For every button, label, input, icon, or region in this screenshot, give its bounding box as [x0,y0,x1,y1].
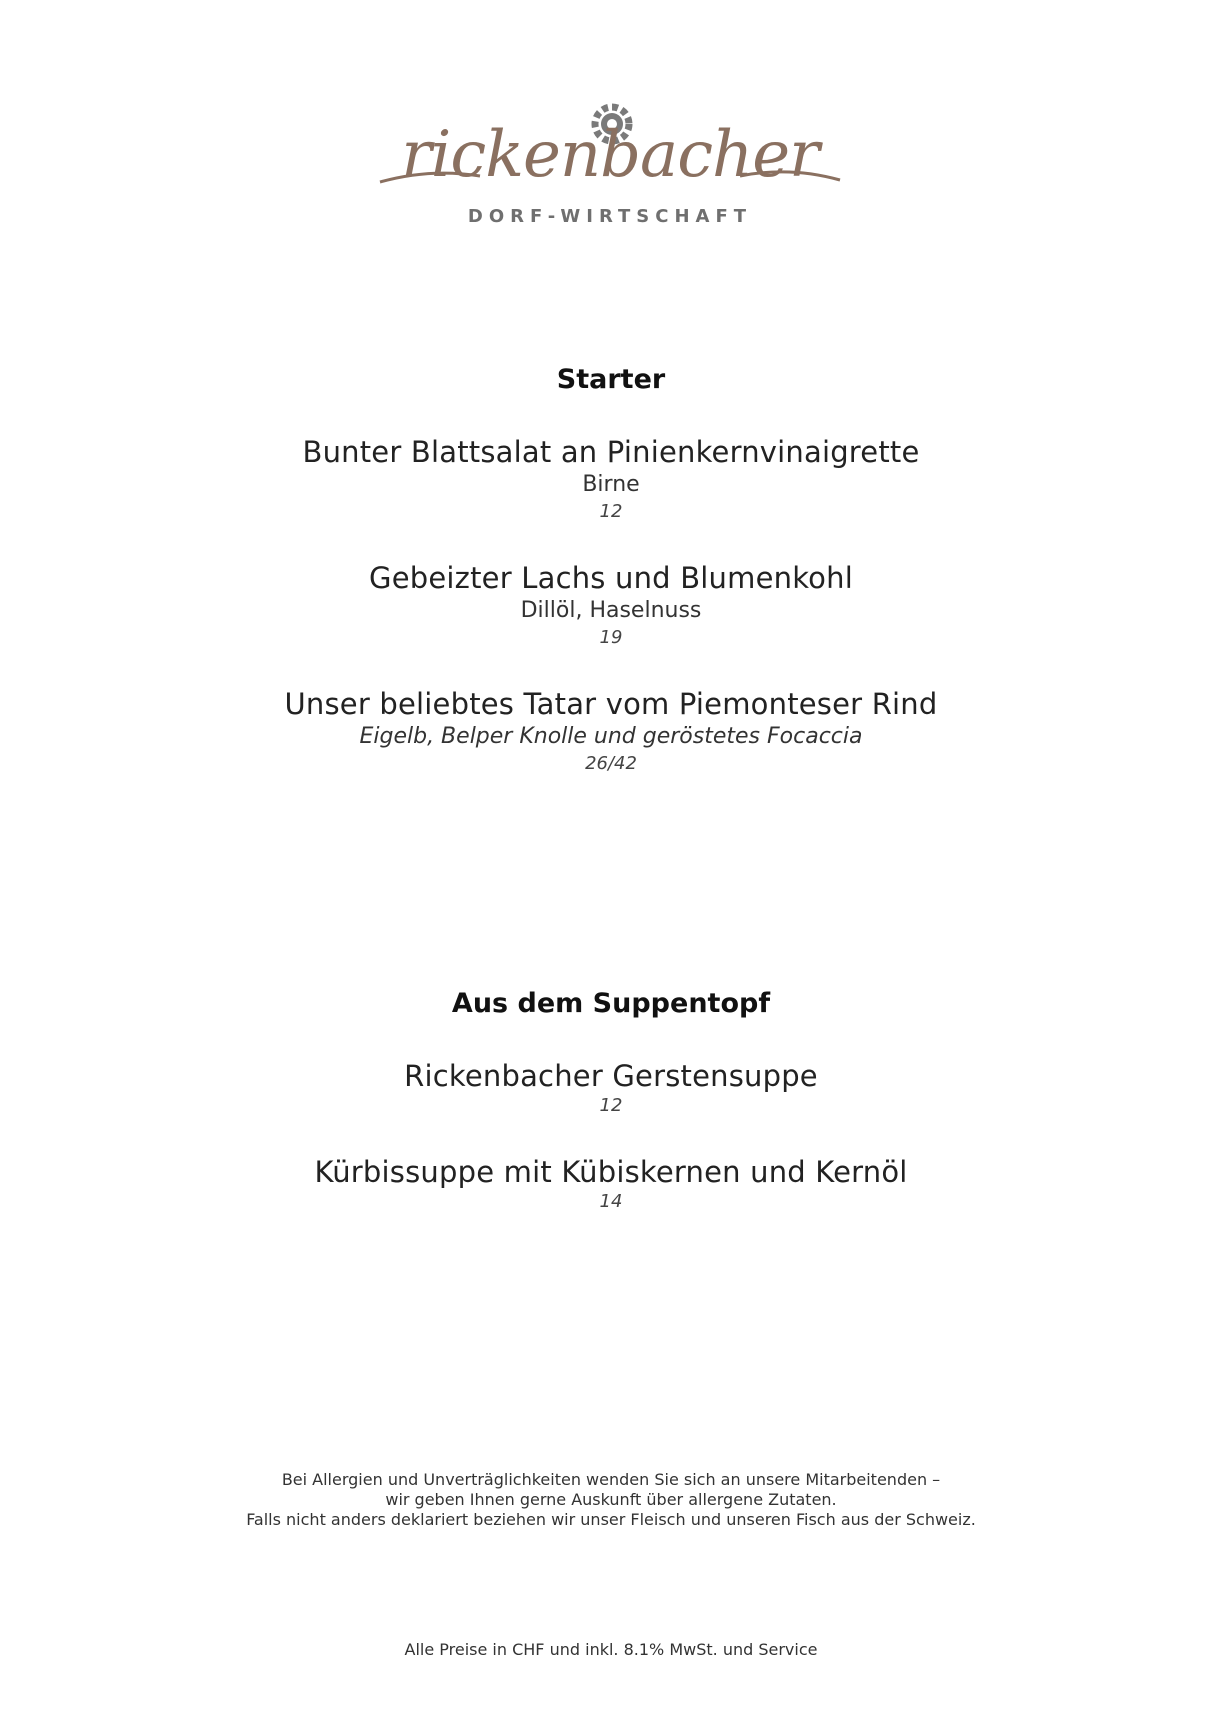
menu-item-price: 12 [599,501,623,522]
menu-item-desc: Dillöl, Haselnuss [520,598,702,623]
menu-item-price: 19 [599,627,623,648]
section-title-starter: Starter [556,364,666,395]
menu-item-name: Unser beliebtes Tatar vom Piemonteser Rind [284,687,938,721]
menu-item-price: 14 [599,1191,623,1212]
allergy-note-line: wir geben Ihnen gerne Auskunft über allergene Zutaten. [385,1490,837,1509]
menu-item [0,1058,1222,1118]
menu-item-name: Rickenbacher Gerstensuppe [404,1059,818,1093]
menu-item [0,686,1222,776]
menu-item [0,560,1222,650]
menu-item-price: 26/42 [585,753,637,774]
menu-item-price: 12 [599,1095,623,1116]
logo [370,96,850,236]
allergy-note-line: Bei Allergien und Unverträglichkeiten wenden Sie sich an unsere Mitarbeitenden – [281,1470,941,1489]
section-title-soups: Aus dem Suppentopf [451,988,771,1019]
logo-wordmark: rickenbacher [401,118,819,192]
logo-subtitle: DORF-WIRTSCHAFT [467,206,753,227]
menu-item-name: Kürbissuppe mit Kübiskernen und Kernöl [314,1155,908,1189]
origin-note-line: Falls nicht anders deklariert beziehen wir unser Fleisch und unseren Fisch aus der Schweiz. [246,1510,976,1529]
menu-item-name: Bunter Blattsalat an Pinienkernvinaigrette [302,435,920,469]
menu-item-desc: Birne [582,472,640,497]
menu-item [0,1154,1222,1214]
menu-item-name: Gebeizter Lachs und Blumenkohl [369,561,853,595]
menu-item [0,434,1222,524]
price-footer: Alle Preise in CHF und inkl. 8.1% MwSt. und Service [404,1640,818,1659]
menu-item-desc: Eigelb, Belper Knolle und geröstetes Focaccia [359,724,863,749]
